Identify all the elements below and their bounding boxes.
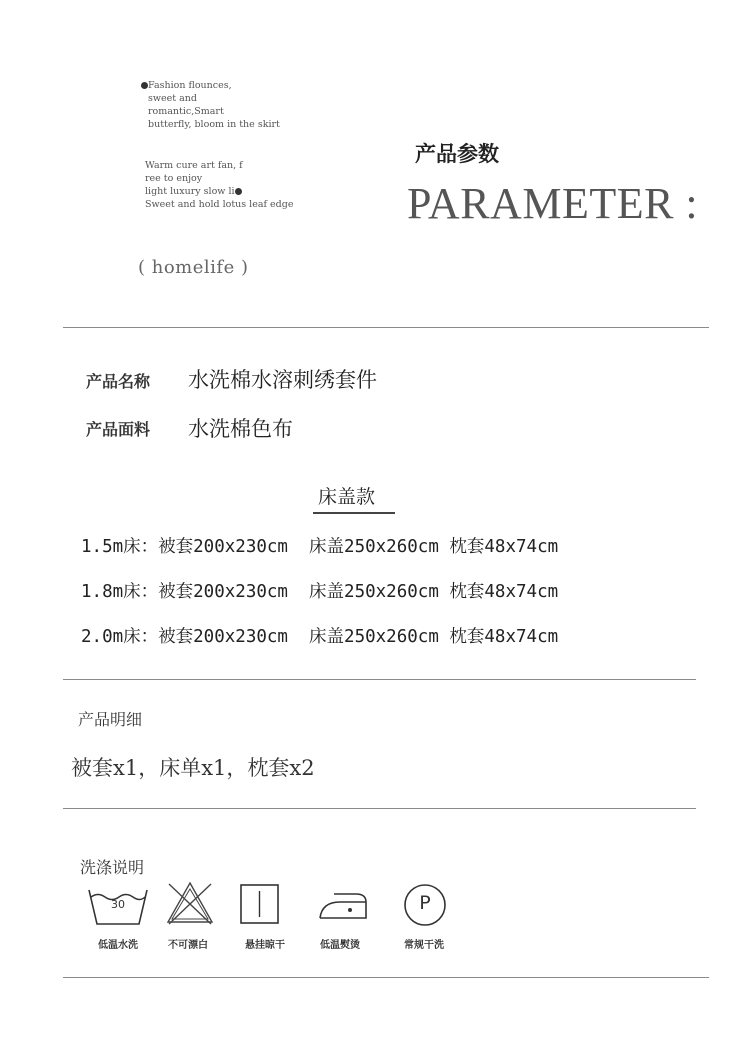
wash-temp-text: 30: [111, 898, 125, 911]
low-iron-icon: [318, 888, 368, 922]
bullet-dot-icon: [141, 82, 148, 89]
poem-block-2: [145, 159, 293, 211]
product-name-label: 产品名称: [86, 372, 151, 391]
size-row: 2.0m床：被套200x230cm 床盖250x260cm 枕套48x74cm: [81, 627, 559, 647]
poem-block-1: [141, 79, 280, 131]
care-label: 洗涤说明: [80, 858, 145, 877]
homelife-tag: ( homelife ): [138, 257, 249, 278]
care-caption: 悬挂晾干: [245, 940, 285, 951]
wash-30-icon: [87, 884, 149, 928]
care-caption: 低温熨烫: [320, 940, 360, 951]
care-caption: 低温水洗: [98, 940, 138, 951]
poem-line: butterfly, bloom in the skirt: [148, 119, 280, 130]
bedspread-title: 床盖款: [318, 486, 376, 508]
poem-line: romantic,Smart: [148, 106, 224, 117]
divider: [63, 808, 696, 809]
poem-line: Sweet and hold lotus leaf edge: [145, 199, 294, 210]
poem-line: Warm cure art fan, f: [145, 160, 243, 171]
size-row: 1.8m床：被套200x230cm 床盖250x260cm 枕套48x74cm: [81, 582, 559, 602]
poem-line: ree to enjoy: [145, 173, 203, 184]
divider: [63, 679, 696, 680]
product-fabric-label: 产品面料: [86, 420, 151, 439]
bedspread-title-underline: [313, 512, 395, 514]
product-name-value: 水洗棉水溶刺绣套件: [188, 368, 377, 392]
details-label: 产品明细: [78, 710, 143, 729]
divider: [63, 977, 709, 978]
care-caption: 常规干洗: [404, 940, 444, 951]
page-title-cn: 产品参数: [415, 142, 499, 166]
product-fabric-value: 水洗棉色布: [188, 417, 293, 441]
bullet-dot-icon: [235, 188, 242, 195]
divider: [63, 327, 709, 328]
page-title-en: PARAMETER :: [407, 179, 699, 228]
details-value: 被套x1，床单x1，枕套x2: [71, 756, 315, 780]
care-caption: 不可漂白: [168, 940, 208, 951]
no-bleach-icon: [165, 880, 215, 926]
poem-line: Fashion flounces,: [141, 79, 280, 92]
poem-line: sweet and: [148, 93, 197, 104]
size-row: 1.5m床：被套200x230cm 床盖250x260cm 枕套48x74cm: [81, 537, 559, 557]
poem-line: light luxury slow li: [145, 185, 293, 198]
dry-clean-p-icon: [403, 883, 447, 927]
dry-clean-letter: P: [419, 892, 431, 914]
hang-dry-icon: [240, 884, 280, 926]
